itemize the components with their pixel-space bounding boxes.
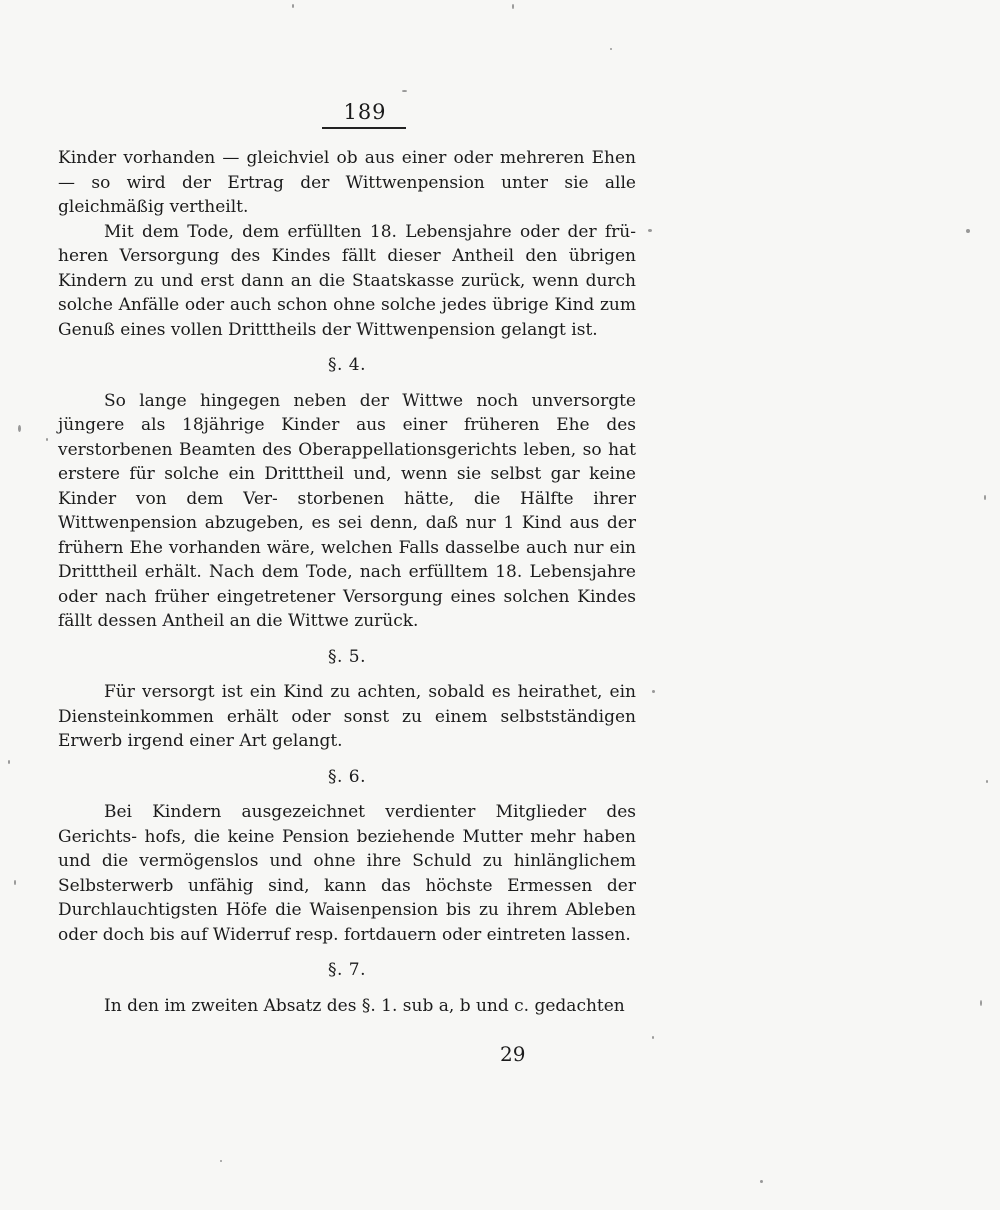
scan-speck (220, 1160, 222, 1162)
paragraph: Kinder vorhanden — gleichviel ob aus einer oder mehreren Ehen — so wird der Ertrag der Wittwenpension unter sie alle gleichmäßig vertheilt. (58, 148, 636, 217)
scan-speck (760, 1180, 763, 1183)
section-heading: §. 5. (327, 646, 367, 667)
scan-speck (652, 690, 655, 693)
scan-speck (980, 1000, 982, 1006)
paragraph: In den im zweiten Absatz des §. 1. sub a, b und c. gedachten (104, 995, 625, 1016)
scan-speck (512, 4, 514, 9)
section-heading: §. 4. (327, 355, 367, 375)
body-text (58, 146, 636, 1018)
scan-speck (8, 760, 10, 764)
scan-speck (984, 495, 986, 500)
section-heading: §. 6. (327, 766, 367, 787)
scan-speck (46, 438, 48, 441)
signature-mark: 29 (500, 1042, 526, 1066)
section-heading: §. 7. (327, 960, 367, 980)
scan-speck (292, 4, 294, 8)
paragraph: Bei Kindern ausgezeichnet verdienter Mitglieder des Gerichts- hofs, die keine Pension beziehende Mutter mehr haben und die vermögenslos und ohne ihre Schuld zu hinlänglichem Selbsterwerb unfähig sind, kann das höchste Ermessen der Durchlauchtigsten Höfe die Waisenpension bis zu ihrem Ableben oder doch bis auf Widerruf resp. fortdauern oder eintreten lassen. (58, 802, 636, 945)
paragraph: Für versorgt ist ein Kind zu achten, sobald es heirathet, ein Diensteinkommen erhält oder sonst zu einem selbstständigen Erwerb irgend einer Art gelangt. (58, 682, 636, 751)
paragraph: So lange hingegen neben der Wittwe noch unversorgte jüngere als 18jährige Kinder aus einer früheren Ehe des verstorbenen Beamten des Oberappellationsgerichts leben, so hat erstere für solche ein Dritttheil und, wenn sie selbst gar keine Kinder von dem Ver- storbenen hätte, die Hälfte ihrer Wittwenpension abzugeben, es sei denn, daß nur 1 Kind aus der frühern Ehe vorhanden wäre, welchen Falls dasselbe auch nur ein Dritttheil erhält. Nach dem Tode, nach erfülltem 18. Lebensjahre oder nach früher eingetretener Versorgung eines solchen Kindes fällt dessen Antheil an die Wittwe zurück. (58, 390, 636, 631)
scan-speck (610, 48, 612, 50)
scan-speck (648, 229, 652, 232)
scan-speck (652, 1036, 654, 1039)
scan-speck (986, 780, 988, 783)
page-number-rule (322, 127, 406, 129)
scan-speck (14, 880, 16, 885)
paragraph: Mit dem Tode, dem erfüllten 18. Lebensjahre oder der frü- heren Versorgung des Kindes fällt dieser Antheil den übrigen Kindern zu und erst dann an die Staatskasse zurück, wenn durch solche Anfälle oder auch schon ohne solche jedes übrige Kind zum Genuß eines vollen Dritttheils der Wittwenpension gelangt ist. (58, 221, 636, 340)
scan-speck (402, 90, 407, 92)
scan-speck (966, 229, 970, 233)
page-number: 189 (343, 100, 387, 124)
scan-speck (18, 425, 21, 432)
